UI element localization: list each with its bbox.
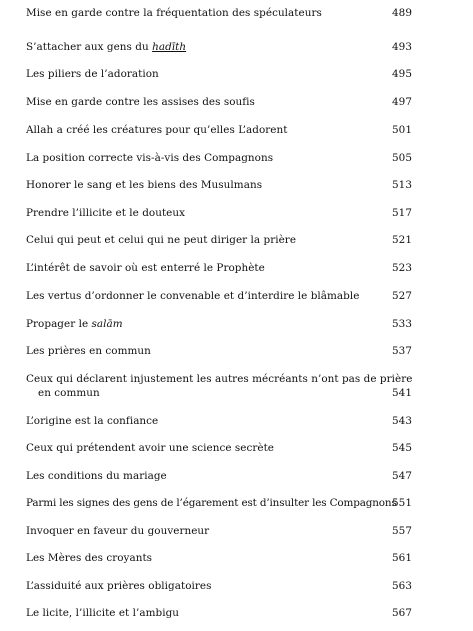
toc-entry-page: 505	[392, 152, 412, 164]
toc-entry-title	[26, 317, 412, 331]
toc-entry-page: 489	[392, 7, 412, 19]
toc-entry	[26, 551, 412, 565]
toc-entry-page: 547	[392, 470, 412, 482]
toc-entry-page: 537	[392, 345, 412, 357]
toc-entry-title: Mise en garde contre la fréquentation des spéculateurs	[26, 7, 322, 19]
toc-entry	[26, 289, 412, 303]
toc-entry-title: Prendre l’illicite et le douteux	[26, 207, 186, 219]
toc-entry-title: Invoquer en faveur du gouverneur	[26, 525, 210, 537]
toc-entry	[26, 95, 412, 109]
toc-entry-title: Mise en garde contre les assises des soufis	[26, 96, 255, 108]
toc-entry-page: 501	[392, 124, 412, 136]
toc-entry-title-text: Propager le	[26, 318, 92, 330]
toc-entry-title: Les prières en commun	[26, 345, 151, 357]
toc-entry-title: Ceux qui prétendent avoir une science secrète	[26, 442, 275, 454]
toc-entry-title: L’intérêt de savoir où est enterré le Prophète	[26, 262, 265, 274]
toc-entry-title-text: S’attacher aux gens du	[26, 41, 153, 53]
toc-entry	[26, 579, 412, 593]
toc-entry-title	[26, 372, 412, 400]
toc-entry-page: 545	[392, 442, 412, 454]
toc-entry-page: 493	[392, 41, 412, 53]
toc-entry-page: 517	[392, 207, 412, 219]
toc-entry-page: 521	[392, 234, 412, 246]
toc-entry-title: Les conditions du mariage	[26, 470, 167, 482]
toc-entry-title-line: Ceux qui déclarent injustement les autres mécréants n’ont pas de prière	[26, 373, 413, 385]
toc-entry-title: Allah a créé les créatures pour qu’elles L’adorent	[26, 124, 288, 136]
toc-entry	[26, 441, 412, 455]
toc-entry	[26, 233, 412, 247]
toc-entry-page: 541	[392, 387, 412, 399]
toc-entry-page: 495	[392, 68, 412, 80]
toc-entry-title	[26, 40, 412, 54]
toc-entry	[26, 344, 412, 358]
toc-entry	[26, 206, 412, 220]
toc-entry-title: Le licite, l’illicite et l’ambigu	[26, 607, 180, 619]
toc-entry-page: 567	[392, 607, 412, 619]
toc-entry	[26, 372, 412, 400]
toc-entry-page: 513	[392, 179, 412, 191]
toc-entry-title: L’origine est la confiance	[26, 415, 159, 427]
toc-entry-title-term: hadīth	[152, 41, 187, 53]
toc-entry	[26, 496, 412, 510]
toc-entry	[26, 317, 412, 331]
toc-entry-page: 533	[392, 318, 412, 330]
toc-entry-title: Honorer le sang et les biens des Musulmans	[26, 179, 263, 191]
toc-entry	[26, 261, 412, 275]
toc-entry	[26, 414, 412, 428]
toc-entry-page: 497	[392, 96, 412, 108]
toc-entry-title: Parmi les signes des gens de l’égarement est d’insulter les Compagnons	[26, 497, 397, 509]
toc-entry-title: L’assiduité aux prières obligatoires	[26, 580, 212, 592]
toc-entry	[26, 524, 412, 538]
toc-entry	[26, 178, 412, 192]
toc-entry-title: La position correcte vis-à-vis des Compagnons	[26, 152, 274, 164]
toc-entry	[26, 606, 412, 620]
toc-entry-page: 563	[392, 580, 412, 592]
toc-entry-page: 523	[392, 262, 412, 274]
toc-entry-page: 561	[392, 552, 412, 564]
toc-entry-title-term: salām	[91, 318, 123, 330]
toc-entry-title-line: en commun	[38, 387, 100, 399]
toc-entry-page: 527	[392, 290, 412, 302]
toc-entry	[26, 123, 412, 137]
toc-entry	[26, 469, 412, 483]
toc-entry	[26, 151, 412, 165]
toc-entry-title: Celui qui peut et celui qui ne peut diriger la prière	[26, 234, 297, 246]
toc-entry	[26, 40, 412, 54]
toc-entry-title: Les Mères des croyants	[26, 552, 153, 564]
toc-entry-page: 557	[392, 525, 412, 537]
toc-entry-title: Les vertus d’ordonner le convenable et d’interdire le blâmable	[26, 290, 360, 302]
toc-entry-page: 551	[392, 497, 412, 509]
toc-entry	[26, 67, 412, 81]
toc-entry-page: 543	[392, 415, 412, 427]
toc-entry	[26, 6, 412, 20]
toc-entry-title: Les piliers de l’adoration	[26, 68, 159, 80]
